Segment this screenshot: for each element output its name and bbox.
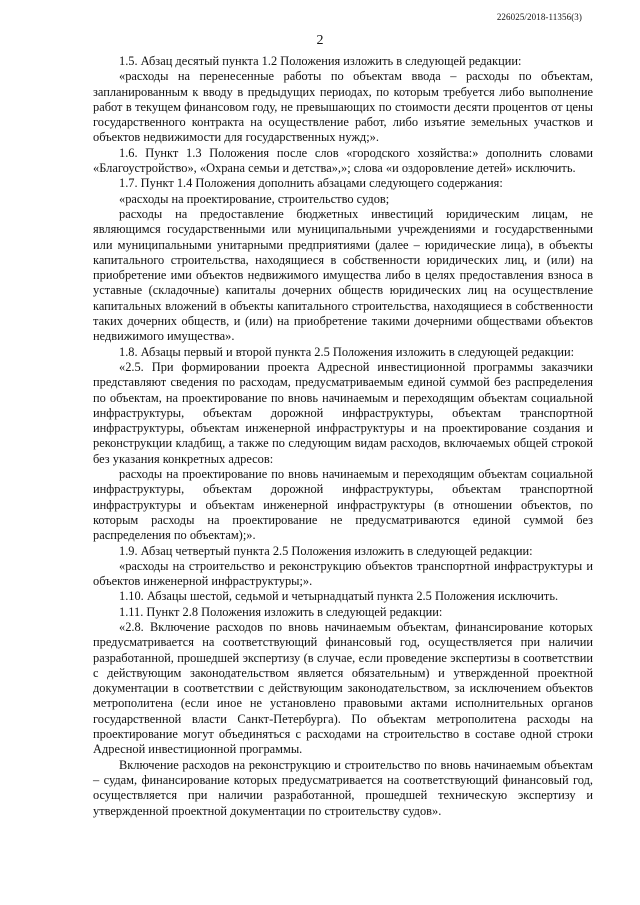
paragraph-2-8-text: «2.8. Включение расходов по вновь начинаемым объектам, финансирование которых предусматривается на соответствующий финансовый год, осуществляется при наличии разработанной, прошедшей экспертизу (в случае, если проведение экспертизы в соответствии с действующим законодательством является обязательным) и утвержденной проектной документации в соответствии с действующим законодательством, за исключением объектов метрополитена (если иное не установлено правовыми актами исполнительных органов государственной власти Санкт-Петербурга). По объектам метрополитена расходы на проектирование могут объединяться с расходами на строительство в составе одной строки Адресной инвестиционной программы. — [93, 619, 593, 757]
paragraph-1-5-text: «расходы на перенесенные работы по объектам ввода – расходы по объектам, запланированным к вводу в предыдущих периодах, по которым требуется либо выполнение работ в текущем финансовом году, не превышающих по стоимости десяти процентов от цены государственного контракта на осуществление работ, либо изъятие земельных участков и объектов недвижимости для государственных нужд;». — [93, 69, 593, 145]
paragraph-2-5-design-expenses: расходы на проектирование по вновь начинаемым и переходящим объектам социальной инфраструктуры, объектам дорожной инфраструктуры, объектам транспортной инфраструктуры и объектам инженерной инфраструктуры (в отношении объектов, по которым расходы на проектирование не предусматриваются единой суммой без распределения по объектам);». — [93, 467, 593, 543]
document-body — [93, 54, 593, 819]
paragraph-1-9-text: «расходы на строительство и реконструкцию объектов транспортной инфраструктуры и объектов инженерной инфраструктуры;». — [93, 558, 593, 589]
paragraph-1-6: 1.6. Пункт 1.3 Положения после слов «городского хозяйства:» дополнить словами «Благоустройство», «Охрана семьи и детства»,»; слова «и оздоровление детей» исключить. — [93, 145, 593, 176]
paragraph-1-7-investments: расходы на предоставление бюджетных инвестиций юридическим лицам, не являющимся государственными или муниципальными учреждениями и государственными или муниципальными унитарными предприятиями (далее – юридические лица), в объекты капитального строительства, находящиеся в собственности юридических лиц, и (или) на приобретение ими объектов недвижимого имущества либо в целях предоставления взноса в уставные (складочные) капиталы дочерних обществ юридических лиц на осуществление капитальных вложений в объекты капитального строительства, находящиеся в собственности таких дочерних обществ, и (или) на приобретение такими дочерними обществами объектов недвижимого имущества». — [93, 206, 593, 344]
paragraph-1-10: 1.10. Абзацы шестой, седьмой и четырнадцатый пункта 2.5 Положения исключить. — [119, 589, 559, 604]
paragraph-1-7-courts: «расходы на проектирование, строительство судов; — [119, 191, 390, 206]
paragraph-1-7-heading: 1.7. Пункт 1.4 Положения дополнить абзацами следующего содержания: — [119, 176, 503, 191]
paragraph-1-5-heading: 1.5. Абзац десятый пункта 1.2 Положения изложить в следующей редакции: — [119, 54, 522, 68]
paragraph-1-11-heading: 1.11. Пункт 2.8 Положения изложить в следующей редакции: — [119, 604, 443, 619]
paragraph-2-5-text: «2.5. При формировании проекта Адресной инвестиционной программы заказчики представляют сведения по расходам, предусматриваемым единой суммой без распределения по объектам, на проектирование по вновь начинаемым и переходящим объектам социальной инфраструктуры, объектам дорожной инфраструктуры, объектам транспортной инфраструктуры, объектам инженерной инфраструктуры и на проектирование создания и реконструкции кладбищ, а также по следующим видам расходов, включаемых общей строкой без указания конкретных адресов: — [93, 359, 593, 466]
paragraph-2-8-courts: Включение расходов на реконструкцию и строительство по вновь начинаемым объектам – судам, финансирование которых предусматривается на соответствующий финансовый год, осуществляется при наличии разработанной, прошедшей техническую экспертизу и утвержденной проектной документации по строительству судов». — [93, 757, 593, 818]
paragraph-1-9-heading: 1.9. Абзац четвертый пункта 2.5 Положения изложить в следующей редакции: — [119, 543, 533, 558]
page-number: 2 — [316, 33, 324, 48]
document-registration-code: 226025/2018-11356(3) — [496, 12, 582, 22]
paragraph-1-8-heading: 1.8. Абзацы первый и второй пункта 2.5 Положения изложить в следующей редакции: — [119, 344, 575, 359]
